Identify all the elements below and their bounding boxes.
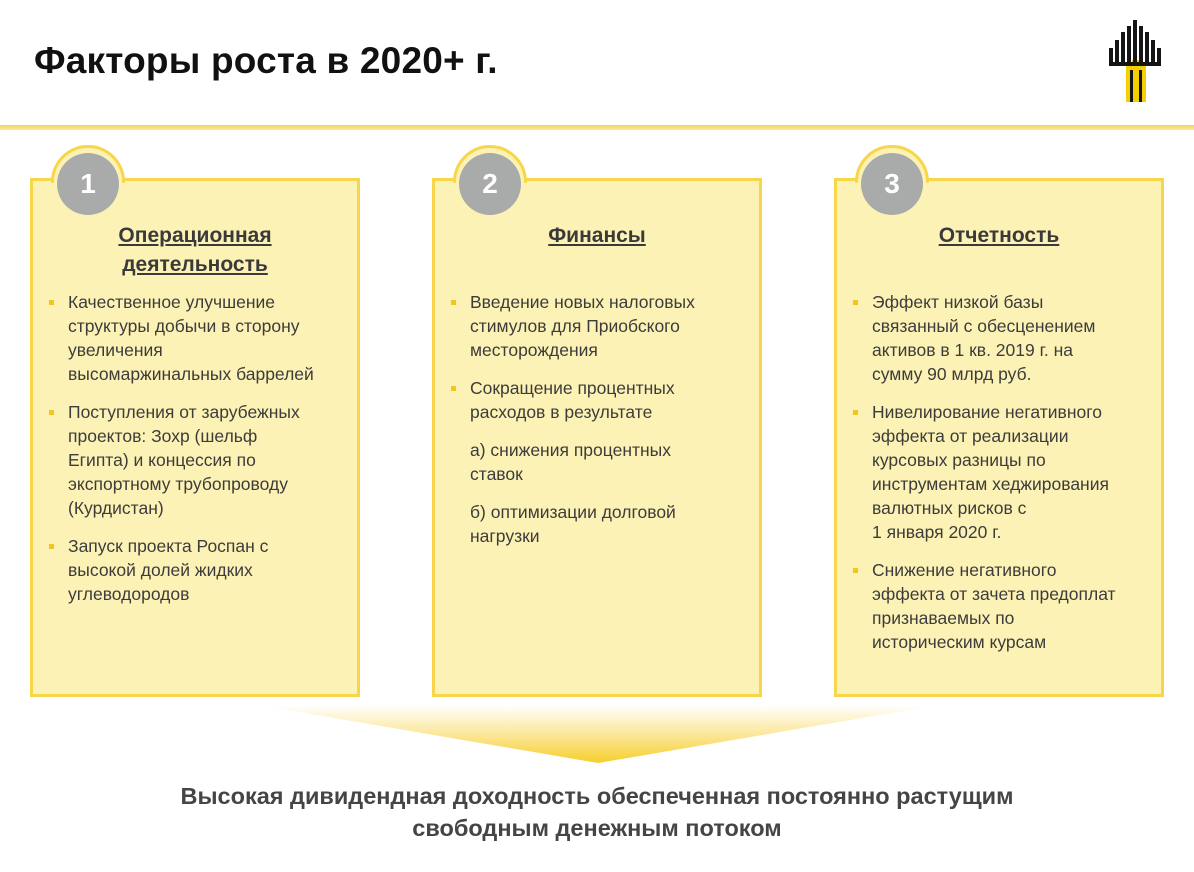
conclusion-line: Высокая дивидендная доходность обеспеченная постоянно растущим — [180, 783, 1014, 809]
card-title-line: Операционная — [118, 224, 272, 247]
item-line: а) снижения процентных — [470, 440, 672, 460]
list-item — [49, 290, 347, 386]
item-line: экспортному трубопроводу — [68, 474, 288, 494]
conclusion-text — [0, 780, 1194, 844]
card-title — [435, 221, 759, 250]
item-line: Снижение негативного — [872, 560, 1057, 580]
sub-item — [451, 500, 749, 548]
item-line: стимулов для Приобского — [470, 316, 680, 336]
item-line: месторождения — [470, 340, 598, 360]
item-line: Нивелирование негативного — [872, 402, 1102, 422]
card-number-badge: 3 — [861, 153, 923, 215]
page-title: Факторы роста в 2020+ г. — [34, 40, 498, 81]
card-title-line: деятельность — [122, 253, 268, 276]
item-line: Запуск проекта Роспан с — [68, 536, 269, 556]
item-line: связанный с обесценением — [872, 316, 1096, 336]
item-line: валютных рисков с — [872, 498, 1027, 518]
item-line: признаваемых по — [872, 608, 1015, 628]
item-line: б) оптимизации долговой — [470, 502, 676, 522]
bullet-list — [49, 290, 347, 620]
card-title-line: Финансы — [548, 224, 646, 247]
rosneft-logo-icon — [1106, 18, 1166, 104]
item-line: Эффект низкой базы — [872, 292, 1044, 312]
card-number-badge: 2 — [459, 153, 521, 215]
item-line: Поступления от зарубежных — [68, 402, 300, 422]
sub-item — [451, 438, 749, 486]
item-line: активов в 1 кв. 2019 г. на — [872, 340, 1073, 360]
item-line: Египта) и концессия по — [68, 450, 256, 470]
item-line: инструментам хеджирования — [872, 474, 1109, 494]
item-line: Сокращение процентных — [470, 378, 675, 398]
item-line: углеводородов — [68, 584, 190, 604]
card-reporting — [834, 168, 1164, 697]
list-item — [451, 290, 749, 362]
conclusion-line: свободным денежным потоком — [412, 815, 782, 841]
item-line: (Курдистан) — [68, 498, 164, 518]
bullet-list — [853, 290, 1151, 668]
item-line: историческим курсам — [872, 632, 1047, 652]
item-line: структуры добычи в сторону — [68, 316, 300, 336]
item-line: высомаржинальных баррелей — [68, 364, 314, 384]
list-item — [853, 400, 1151, 544]
list-item — [49, 534, 347, 606]
card-title — [837, 221, 1161, 250]
item-line: высокой долей жидких — [68, 560, 253, 580]
card-operations — [30, 168, 360, 697]
item-line: Введение новых налоговых — [470, 292, 695, 312]
card-finance — [432, 168, 762, 697]
item-line: нагрузки — [470, 526, 540, 546]
card-title-line: Отчетность — [938, 224, 1060, 247]
item-line: Качественное улучшение — [68, 292, 276, 312]
item-line: эффекта от зачета предоплат — [872, 584, 1116, 604]
item-line: сумму 90 млрд руб. — [872, 364, 1032, 384]
item-line: проектов: Зохр (шельф — [68, 426, 258, 446]
down-arrow-icon — [258, 705, 938, 763]
list-item — [853, 290, 1151, 386]
item-line: эффекта от реализации — [872, 426, 1069, 446]
card-number-badge: 1 — [57, 153, 119, 215]
list-item — [451, 376, 749, 424]
item-line: увеличения — [68, 340, 163, 360]
item-line: курсовых разницы по — [872, 450, 1046, 470]
bullet-list — [451, 290, 749, 562]
card-title — [33, 221, 357, 279]
item-line: расходов в результате — [470, 402, 653, 422]
item-line: ставок — [470, 464, 523, 484]
item-line: 1 января 2020 г. — [872, 522, 1002, 542]
list-item — [49, 400, 347, 520]
list-item — [853, 558, 1151, 654]
header-divider — [0, 125, 1194, 130]
